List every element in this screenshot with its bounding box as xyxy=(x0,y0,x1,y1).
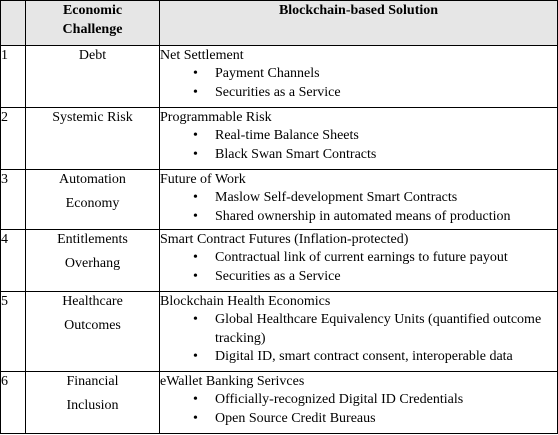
bullet-text: Maslow Self-development Smart Contracts xyxy=(215,190,458,205)
list-item xyxy=(160,189,557,208)
row-number: 6 xyxy=(1,372,26,434)
challenge-line: Automation xyxy=(59,172,126,187)
challenge-line: Economy xyxy=(65,196,120,211)
blockchain-solution xyxy=(160,170,558,230)
solution-bullets xyxy=(160,65,557,102)
row-number: 2 xyxy=(1,108,26,170)
list-item xyxy=(160,410,557,429)
bullet-text: Shared ownership in automated means of production xyxy=(215,208,511,224)
solution-bullets xyxy=(160,391,557,428)
bullet-icon: • xyxy=(193,410,198,426)
bullet-icon: • xyxy=(193,84,198,100)
header-challenge-line-1: Economic xyxy=(62,3,123,18)
bullet-icon: • xyxy=(193,392,198,407)
header-blockchain-solution: Blockchain-based Solution xyxy=(160,1,558,46)
solution-bullets xyxy=(160,127,557,164)
solution-bullets xyxy=(160,189,557,226)
list-item xyxy=(160,311,557,348)
blockchain-solution xyxy=(160,372,558,434)
list-item xyxy=(160,65,557,84)
bullet-icon: • xyxy=(193,312,198,327)
header-challenge-line-2: Challenge xyxy=(62,22,123,37)
bullet-icon: • xyxy=(193,66,198,81)
row-number: 3 xyxy=(1,170,26,230)
challenge-line: Entitlements xyxy=(57,232,128,247)
solution-title: Future of Work xyxy=(160,172,246,187)
bullet-text: Securities as a Service xyxy=(215,84,341,100)
blockchain-solution xyxy=(160,292,558,372)
blockchain-solution xyxy=(160,108,558,170)
table-row xyxy=(1,372,558,434)
list-item xyxy=(160,84,557,103)
list-item xyxy=(160,146,557,165)
economic-challenge xyxy=(26,108,160,170)
row-number: 5 xyxy=(1,292,26,372)
bullet-text: Contractual link of current earnings to future payout xyxy=(215,250,508,265)
list-item xyxy=(160,391,557,410)
header-row xyxy=(1,1,558,46)
bullet-text: Digital ID, smart contract consent, interoperable data xyxy=(215,349,513,364)
solution-bullets xyxy=(160,311,557,367)
solution-title: Blockchain Health Economics xyxy=(160,294,331,309)
header-economic-challenge xyxy=(26,1,160,46)
challenge-line: Inclusion xyxy=(66,398,119,413)
bullet-text: Black Swan Smart Contracts xyxy=(215,146,377,162)
bullet-text: Payment Channels xyxy=(215,66,320,81)
bullet-icon: • xyxy=(193,349,198,364)
row-number: 1 xyxy=(1,46,26,108)
solution-title: Programmable Risk xyxy=(160,110,272,125)
header-number xyxy=(1,1,26,46)
row-number: 4 xyxy=(1,230,26,292)
challenge-line: Systemic Risk xyxy=(52,110,133,125)
challenge-line: Debt xyxy=(78,48,107,63)
economic-challenge xyxy=(26,170,160,230)
challenge-line: Healthcare xyxy=(62,294,123,309)
table-row xyxy=(1,108,558,170)
solution-title: Smart Contract Futures (Inflation-protected) xyxy=(160,232,409,247)
bullet-text: Securities as a Service xyxy=(215,268,341,284)
blockchain-solution xyxy=(160,46,558,108)
solution-bullets xyxy=(160,249,557,286)
bullet-text: Global Healthcare Equivalency Units (quantified outcome tracking) xyxy=(215,312,542,346)
solution-title: Net Settlement xyxy=(160,48,244,63)
economic-challenge xyxy=(26,292,160,372)
bullet-text: Real-time Balance Sheets xyxy=(215,128,359,143)
list-item xyxy=(160,348,557,367)
bullet-icon: • xyxy=(193,268,198,284)
table-row xyxy=(1,292,558,372)
bullet-icon: • xyxy=(193,146,198,162)
bullet-icon: • xyxy=(193,190,198,205)
challenge-line: Financial xyxy=(66,374,119,389)
challenge-line: Outcomes xyxy=(64,318,121,333)
bullet-icon: • xyxy=(193,208,198,224)
list-item xyxy=(160,268,557,287)
blockchain-solution xyxy=(160,230,558,292)
bullet-icon: • xyxy=(193,250,198,265)
economic-challenge xyxy=(26,46,160,108)
table-row xyxy=(1,46,558,108)
challenge-line: Overhang xyxy=(64,256,121,271)
bullet-icon: • xyxy=(193,128,198,143)
bullet-text: Officially-recognized Digital ID Credentials xyxy=(215,392,464,407)
bullet-text: Open Source Credit Bureaus xyxy=(215,410,376,426)
economic-challenge xyxy=(26,230,160,292)
list-item xyxy=(160,249,557,268)
list-item xyxy=(160,127,557,146)
solution-title: eWallet Banking Serivces xyxy=(160,374,305,389)
table-row xyxy=(1,170,558,230)
table-row xyxy=(1,230,558,292)
list-item xyxy=(160,208,557,227)
economic-challenge xyxy=(26,372,160,434)
